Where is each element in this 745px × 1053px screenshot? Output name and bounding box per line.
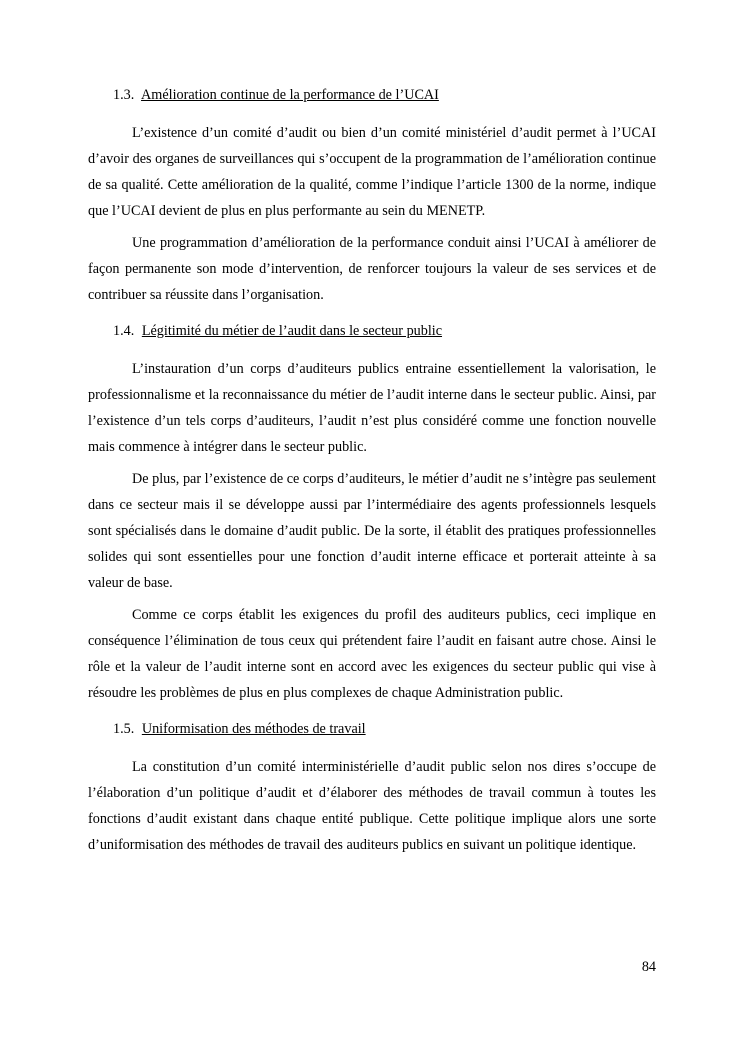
section-number: 1.4. — [113, 323, 135, 339]
section-1-5 — [88, 716, 656, 858]
section-number: 1.3. — [113, 87, 135, 103]
page-number: 84 — [641, 959, 656, 975]
section-title: Uniformisation des méthodes de travail — [141, 721, 366, 737]
paragraph: L’instauration d’un corps d’auditeurs publics entraine essentiellement la valorisation, le professionnalisme et la reconnaissance du métier de l’audit interne dans le secteur public. Ainsi, par l’existence d’un tels corps d’auditeurs, l’audit n’est plus considéré comme une fonction nouvelle mais commence à intégrer dans le secteur public. — [88, 361, 656, 455]
paragraph: Comme ce corps établit les exigences du profil des auditeurs publics, ceci implique en conséquence l’élimination de tous ceux qui prétendent faire l’audit en faisant autre chose. Ainsi le rôle et la valeur de l’audit interne sont en accord avec les exigences du secteur public qui vise à résoudre les problèmes de plus en plus complexes de chaque Administration public. — [88, 607, 656, 701]
section-heading — [113, 82, 656, 108]
paragraph: L’existence d’un comité d’audit ou bien d’un comité ministériel d’audit permet à l’UCAI d’avoir des organes de surveillances qui s’occupent de la programmation de l’amélioration continue de sa qualité. Cette amélioration de la qualité, comme l’indique l’article 1300 de la norme, indique que l’UCAI devient de plus en plus performante au sein du MENETP. — [88, 125, 656, 219]
section-heading — [113, 318, 656, 344]
section-title: Légitimité du métier de l’audit dans le secteur public — [141, 323, 443, 339]
paragraph: De plus, par l’existence de ce corps d’auditeurs, le métier d’audit ne s’intègre pas seulement dans ce secteur mais il se développe aussi par l’intermédiaire des agents professionnels lesquels sont spécialisés dans le domaine d’audit public. De la sorte, il établit des pratiques professionnelles solides qui sont essentielles pour une fonction d’audit interne efficace et porterait atteinte à sa valeur de base. — [88, 471, 656, 591]
section-1-4 — [88, 318, 656, 706]
section-heading — [113, 716, 656, 742]
paragraph: Une programmation d’amélioration de la performance conduit ainsi l’UCAI à améliorer de façon permanente son mode d’intervention, de renforcer toujours la valeur de ses services et de contribuer sa réussite dans l’organisation. — [88, 235, 656, 303]
paragraph: La constitution d’un comité interministérielle d’audit public selon nos dires s’occupe de l’élaboration d’un politique d’audit et d’élaborer des méthodes de travail commun à toutes les fonctions d’audit existant dans chaque entité publique. Cette politique implique alors une sorte d’uniformisation des méthodes de travail des auditeurs publics en suivant un politique identique. — [88, 759, 656, 853]
section-number: 1.5. — [113, 721, 135, 737]
section-1-3 — [88, 82, 656, 308]
section-title: Amélioration continue de la performance de l’UCAI — [141, 87, 439, 103]
document-page — [88, 82, 656, 868]
